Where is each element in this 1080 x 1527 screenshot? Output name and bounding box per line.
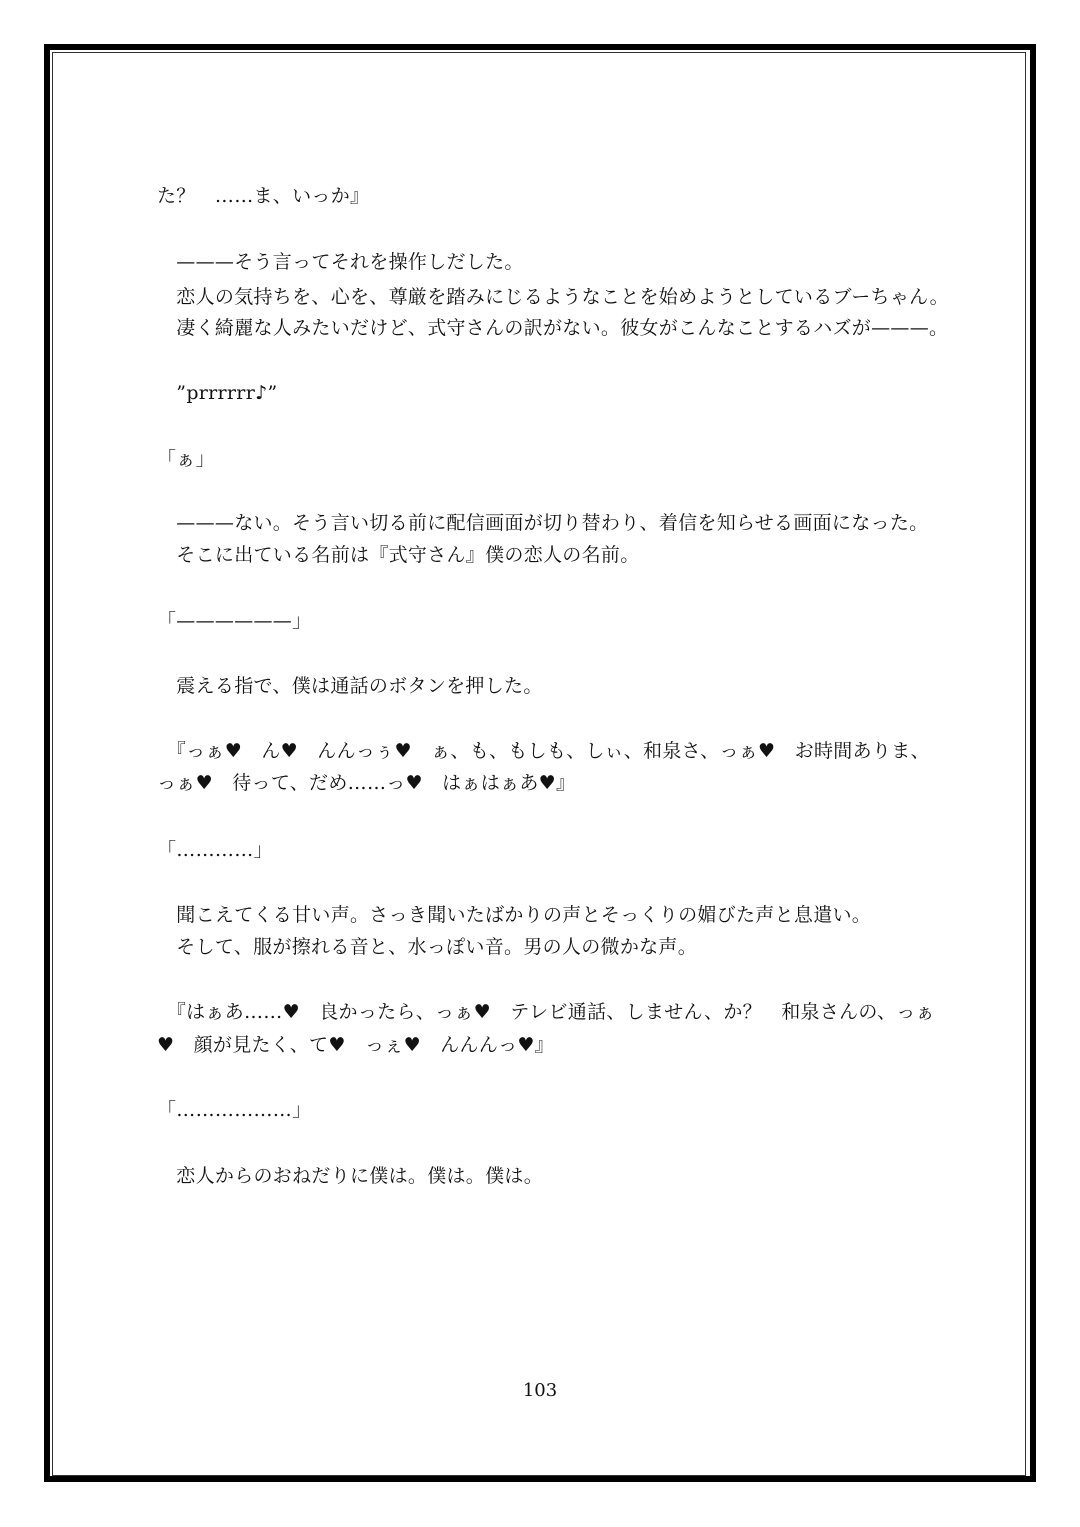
- text-line: っぁ♥ 待って、だめ……っ♥ はぁはぁあ♥』: [157, 772, 576, 794]
- text-line: 「………………」: [157, 1099, 312, 1121]
- text-line: ———ない。そう言い切る前に配信画面が切り替わり、着信を知らせる画面になった。: [157, 512, 929, 534]
- text-line: 凄く綺麗な人みたいだけど、式守さんの訳がない。彼女がこんなことするハズが———。: [157, 317, 949, 339]
- text-line: 「——————」: [157, 610, 312, 632]
- text-line: ”prrrrrr♪”: [157, 382, 278, 404]
- text-line: そして、服が擦れる音と、水っぽい音。男の人の微かな声。: [157, 936, 698, 958]
- text-line: 「ぁ」: [157, 448, 215, 470]
- text-line: そこに出ている名前は『式守さん』僕の恋人の名前。: [157, 544, 640, 566]
- text-line: 恋人の気持ちを、心を、尊厳を踏みにじるようなことを始めようとしているブーちゃん。: [157, 286, 949, 308]
- text-line: 聞こえてくる甘い声。さっき聞いたばかりの声とそっくりの媚びた声と息遣い。: [157, 904, 872, 926]
- text-line: た？ ……ま、いっか』: [157, 185, 370, 207]
- text-line: 震える指で、僕は通話のボタンを押した。: [157, 675, 543, 697]
- text-line: 恋人からのおねだりに僕は。僕は。僕は。: [157, 1165, 544, 1187]
- page-number: 103: [522, 1380, 558, 1401]
- text-line: 『っぁ♥ ん♥ んんっぅ♥ ぁ、も、もしも、しぃ、和泉さ、っぁ♥ お時間ありま、: [157, 740, 930, 762]
- text-line: ♥ 顔が見たく、て♥ っぇ♥ んんんっ♥』: [157, 1034, 555, 1056]
- text-line: 「…………」: [157, 839, 273, 861]
- text-line: ———そう言ってそれを操作しだした。: [157, 251, 524, 273]
- text-line: 『はぁあ……♥ 良かったら、っぁ♥ テレビ通話、しません、か？ 和泉さんの、っぁ: [157, 1001, 935, 1023]
